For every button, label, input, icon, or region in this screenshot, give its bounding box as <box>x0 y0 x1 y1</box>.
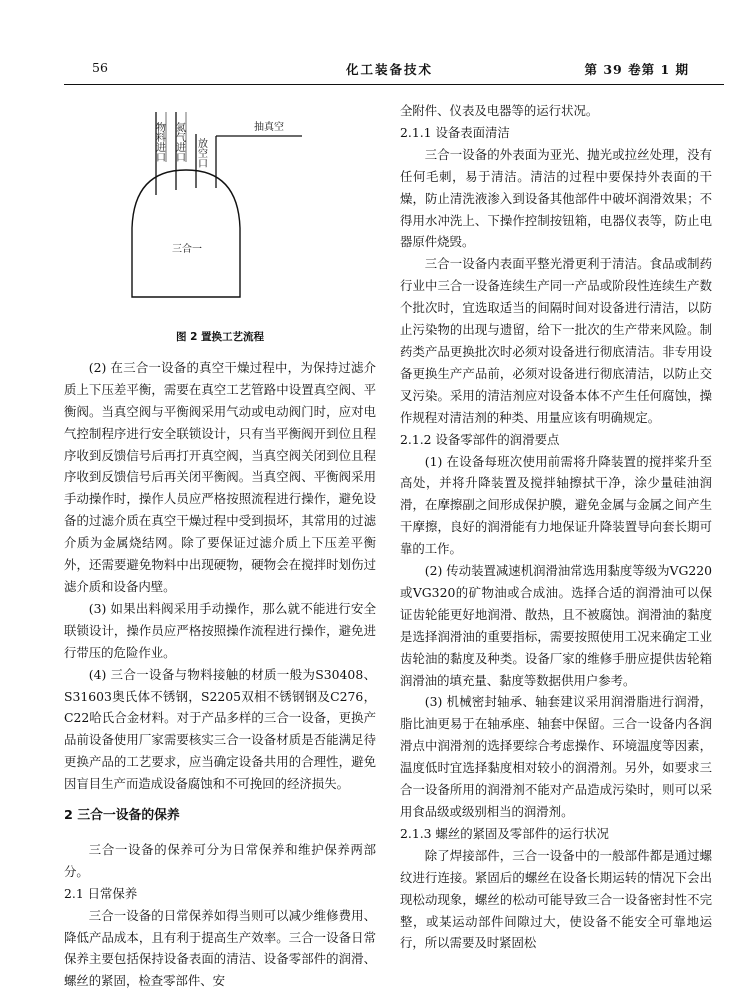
vent-label: 放空口 <box>195 138 207 168</box>
subsection-heading: 2.1.3 螺丝的紧固及零部件的运行状况 <box>400 825 609 841</box>
paragraph: (3) 如果出料阀采用手动操作，那么就不能进行安全联锁设计，操作员应严格按照操作流程进行操作，避免进行带压的危险作业。 <box>64 600 376 660</box>
vacuum-label: 抽真空 <box>254 122 284 133</box>
figure-process-flow <box>64 100 376 325</box>
paragraph: (2) 在三合一设备的真空干燥过程中，为保持过滤介质上下压差平衡，需要在真空工艺管路中设置真空阀、平衡阀。当真空阀与平衡阀采用气动或电动阀门时，应对电气控制程序进行安全联锁设计，只有当平衡阀开到位且程序收到反馈信号后再打开真空阀，当真空阀关闭到位且程序收到反馈信号后再关闭平衡阀。当真空阀、平衡阀采用手动操作时，操作人员应严格按照流程进行操作，避免设备的过滤介质在真空干燥过程中受到损坏，其常用的过滤介质为金属烧结网。除了要保证过滤介质上下压差平衡外，还需要避免物料中出现硬物，硬物会在搅拌时划伤过滤介质和设备内壁。 <box>64 359 376 594</box>
journal-title: 化工装备技术 <box>346 62 434 77</box>
vessel-label: 三合一 <box>172 244 202 255</box>
subsection-heading: 2.1.1 设备表面清洁 <box>400 124 510 140</box>
paragraph: (3) 机械密封轴承、轴套建议采用润滑脂进行润滑，脂比油更易于在轴承座、轴套中保留。三合一设备内各润滑点中润滑剂的选择要综合考虑操作、环境温度等因素，温度低时宜选择黏度相对较小的润滑剂。另外，如要求三合一设备所用的润滑剂不能对产品造成污染时，则可以采用食品级或级别相当的润滑剂。 <box>400 694 712 819</box>
paragraph: (4) 三合一设备与物料接触的材质一般为S30408、S31603奥氏体不锈钢，S2205双相不锈钢钢及C276，C22哈氏合金材料。对于产品多样的三合一设备，更换产品前设备使用厂家需要核实三合一设备材质是否能满足待更换产品的工艺要求，应当确定设备共用的合理性，避免因盲目生产而造成设备腐蚀和不可挽回的经济损失。 <box>64 666 376 792</box>
vessel-outline <box>132 170 240 297</box>
right-column <box>400 100 712 954</box>
paragraph: 除了焊接部件，三合一设备中的一般部件都是通过螺纹进行连接。紧固后的螺丝在设备长期运转的情况下会出现松动现象，螺丝的松动可能导致三合一设备密封性不完整，或某运动部件间隙过大，使设备不能安全可靠地运行，所以需要及时紧固松 <box>400 847 712 951</box>
figure-caption: 图 2 置换工艺流程 <box>175 331 265 343</box>
flow-diagram <box>64 100 376 325</box>
section-heading: 2 三合一设备的保养 <box>64 808 180 824</box>
paragraph: 全附件、仪表及电器等的运行状况。 <box>400 103 599 118</box>
paragraph: 三合一设备内表面平整光滑更利于清洁。食品或制药行业中三合一设备连续生产同一产品或阶段性连续生产数个批次时，宜选取适当的间隔时间对设备进行清洁，以防止污染物的出现与遗留，给下一批次的生产带来风险。制药类产品更换批次时必须对设备进行彻底清洁。非专用设备更换生产产品前，必须对设备进行彻底清洁，以防止交叉污染。采用的清洁剂应对设备本体不产生任何腐蚀，操作规程对清洁剂的种类、用量应该有明确规定。 <box>400 256 712 425</box>
issue-info: 第 39 卷第 1 期 <box>584 62 689 77</box>
header-rule <box>64 84 724 85</box>
paragraph: (2) 传动装置减速机润滑油常选用黏度等级为VG220或VG320的矿物油或合成油。选择合适的润滑油可以保证齿轮能更好地润滑、散热，且不被腐蚀。润滑油的黏度是选择润滑油的重要指标，需要按照使用工况来确定工业齿轮油的黏度及种类。设备厂家的维修手册应提供齿轮箱润滑油的填充量、黏度等数据供用户参考。 <box>400 563 712 688</box>
nitrogen-inlet-label: 氮气进口 <box>173 122 185 162</box>
page-number: 56 <box>92 60 108 75</box>
left-column <box>64 100 376 992</box>
paragraph: 三合一设备的外表面为亚光、抛光或拉丝处理，没有任何毛刺，易于清洁。清洁的过程中要保持外表面的干燥，防止清洗液渗入到设备其他部件中破坏润滑效果；不得用水冲洗上、下操作控制按钮箱，电器仪表等，防止电器原件烧毁。 <box>400 146 712 250</box>
paragraph: 三合一设备的保养可分为日常保养和维护保养两部分。 <box>64 841 376 879</box>
material-inlet-label: 物料进口 <box>153 122 165 162</box>
subsection-heading: 2.1 日常保养 <box>64 885 138 901</box>
paragraph: (1) 在设备每班次使用前需将升降装置的搅拌桨升至高处，并将升降装置及搅拌轴擦拭干净，涂少量硅油润滑，在摩擦副之间形成保护膜，避免金属与金属之间产生干摩擦，良好的润滑能有力地保证升降装置导向套长期可靠的工作。 <box>400 453 712 557</box>
subsection-heading: 2.1.2 设备零部件的润滑要点 <box>400 431 560 447</box>
paragraph: 三合一设备的日常保养如得当则可以减少维修费用、降低产品成本，且有利于提高生产效率。三合一设备日常保养主要包括保持设备表面的清洁、设备零部件的润滑、螺丝的紧固，检查零部件、安 <box>64 907 376 989</box>
